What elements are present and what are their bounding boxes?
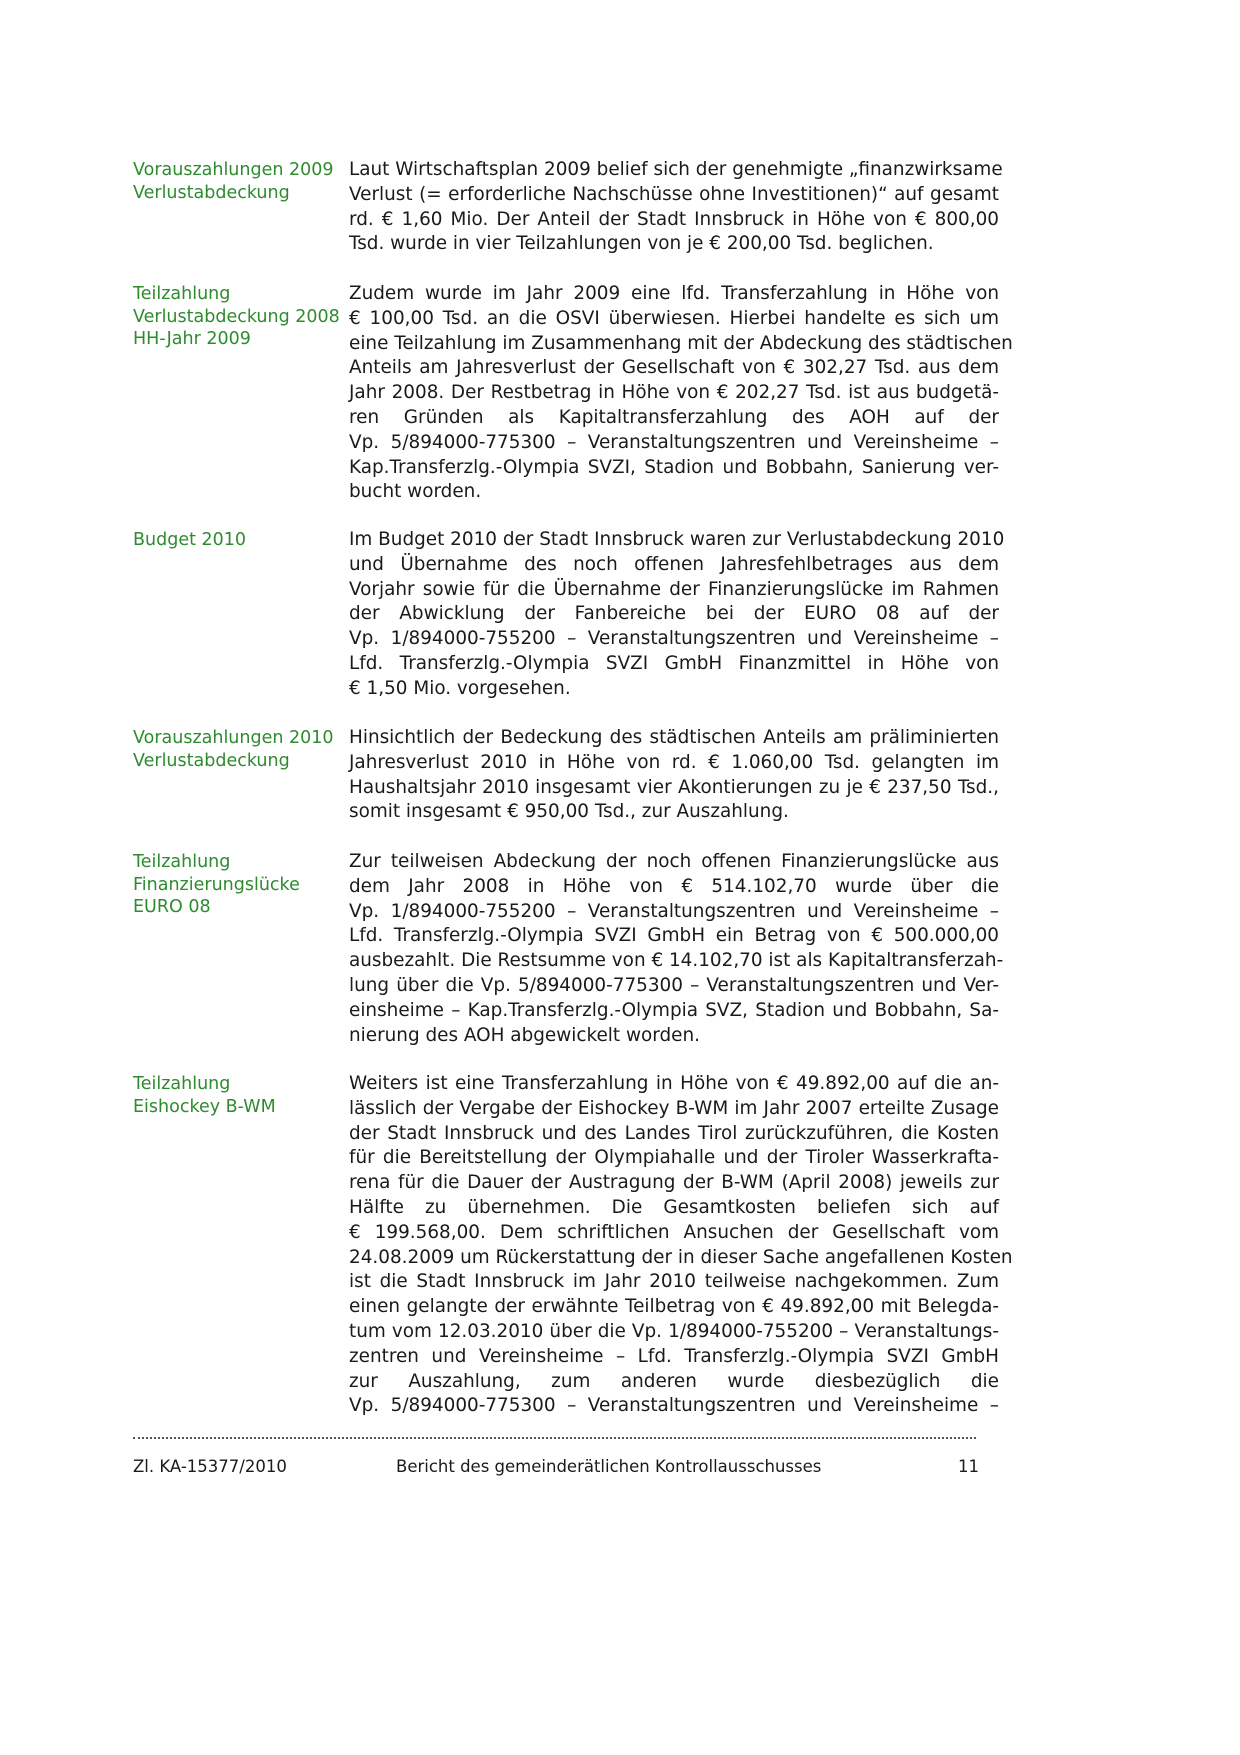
paragraph-line: Vp. 5/894000-775300 – Veranstaltungszentren und Vereinsheime – xyxy=(349,1395,999,1417)
paragraph-line: Vp. 1/894000-755200 – Veranstaltungszentren und Vereinsheime – xyxy=(349,628,999,650)
paragraph-line: ren Gründen als Kapitaltransferzahlung des AOH auf der xyxy=(349,406,999,428)
paragraph-line: lässlich der Vergabe der Eishockey B-WM im Jahr 2007 erteilte Zusage xyxy=(349,1097,999,1119)
paragraph-line: eine Teilzahlung im Zusammenhang mit der Abdeckung des städtischen xyxy=(349,332,1013,354)
paragraph-line: einen gelangte der erwähnte Teilbetrag von € 49.892,00 mit Belegda- xyxy=(349,1296,999,1318)
paragraph-line: lung über die Vp. 5/894000-775300 – Veranstaltungszentren und Ver- xyxy=(349,974,999,996)
paragraph xyxy=(349,850,1004,1048)
margin-heading xyxy=(133,283,340,351)
margin-heading-line: Teilzahlung xyxy=(133,284,231,304)
paragraph-line: Haushaltsjahr 2010 insgesamt vier Akontierungen zu je € 237,50 Tsd., xyxy=(349,776,999,798)
footer-title: Bericht des gemeinderätlichen Kontrollausschusses xyxy=(396,1457,822,1476)
margin-heading-line: Vorauszahlungen 2010 xyxy=(133,728,334,748)
margin-heading-line: Budget 2010 xyxy=(133,530,247,550)
paragraph-line: somit insgesamt € 950,00 Tsd., zur Auszahlung. xyxy=(349,801,789,823)
paragraph-line: ausbezahlt. Die Restsumme von € 14.102,70 ist als Kapitaltransferzah- xyxy=(349,950,1004,972)
margin-heading-line: Verlustabdeckung 2008 xyxy=(133,306,340,327)
paragraph-line: 24.08.2009 um Rückerstattung der in dieser Sache angefallenen Kosten xyxy=(349,1246,1013,1268)
paragraph-line: Vp. 1/894000-755200 – Veranstaltungszentren und Vereinsheime – xyxy=(349,900,999,922)
paragraph-line: Im Budget 2010 der Stadt Innsbruck waren zur Verlustabdeckung 2010 xyxy=(349,529,1005,550)
paragraph xyxy=(349,528,1005,702)
paragraph xyxy=(349,726,999,825)
paragraph xyxy=(349,282,1013,505)
paragraph-line: Laut Wirtschaftsplan 2009 belief sich der genehmigte „finanzwirksame xyxy=(349,159,1003,180)
paragraph-line: Vorjahr sowie für die Übernahme der Finanzierungslücke im Rahmen xyxy=(349,578,999,600)
paragraph-line: Lfd. Transferzlg.-Olympia SVZI GmbH ein Betrag von € 500.000,00 xyxy=(349,925,999,947)
margin-heading-line: Verlustabdeckung xyxy=(133,182,290,203)
paragraph-line: Hinsichtlich der Bedeckung des städtischen Anteils am präliminierten xyxy=(349,727,999,748)
paragraph-line: und Übernahme des noch offenen Jahresfehlbetrages aus dem xyxy=(349,553,999,575)
paragraph-line: Tsd. wurde in vier Teilzahlungen von je € 200,00 Tsd. beglichen. xyxy=(349,233,934,255)
margin-heading-line: Vorauszahlungen 2009 xyxy=(133,160,334,180)
margin-heading-line: Finanzierungslücke xyxy=(133,874,300,895)
paragraph-line: zur Auszahlung, zum anderen wurde diesbezüglich die xyxy=(349,1370,999,1392)
margin-heading xyxy=(133,1073,333,1118)
paragraph-line: Zudem wurde im Jahr 2009 eine lfd. Transferzahlung in Höhe von xyxy=(349,283,999,304)
margin-heading xyxy=(133,851,333,919)
paragraph-line: dem Jahr 2008 in Höhe von € 514.102,70 wurde über die xyxy=(349,875,999,897)
margin-heading xyxy=(133,727,333,772)
margin-heading xyxy=(133,529,333,552)
paragraph-line: Weiters ist eine Transferzahlung in Höhe von € 49.892,00 auf die an- xyxy=(349,1073,999,1094)
margin-heading-line: Teilzahlung xyxy=(133,1074,231,1094)
paragraph xyxy=(349,158,1003,257)
paragraph-line: Jahr 2008. Der Restbetrag in Höhe von € 202,27 Tsd. ist aus budgetä- xyxy=(349,382,999,404)
paragraph-line: nierung des AOH abgewickelt worden. xyxy=(349,1024,700,1046)
paragraph-line: für die Bereitstellung der Olympiahalle und der Tiroler Wasserkrafta- xyxy=(349,1147,999,1169)
paragraph-line: bucht worden. xyxy=(349,481,482,503)
paragraph-line: tum vom 12.03.2010 über die Vp. 1/894000-755200 – Veranstaltungs- xyxy=(349,1320,999,1342)
paragraph-line: Anteils am Jahresverlust der Gesellschaft von € 302,27 Tsd. aus dem xyxy=(349,357,999,379)
margin-heading-line: Teilzahlung xyxy=(133,852,231,872)
margin-heading xyxy=(133,159,333,204)
paragraph-line: Zur teilweisen Abdeckung der noch offenen Finanzierungslücke aus xyxy=(349,851,999,872)
paragraph-line: der Abwicklung der Fanbereiche bei der EURO 08 auf der xyxy=(349,603,999,625)
paragraph-line: einsheime – Kap.Transferzlg.-Olympia SVZ, Stadion und Bobbahn, Sa- xyxy=(349,999,999,1021)
paragraph-line: Hälfte zu übernehmen. Die Gesamtkosten beliefen sich auf xyxy=(349,1196,999,1218)
margin-heading-line: HH-Jahr 2009 xyxy=(133,329,251,349)
paragraph-line: Verlust (= erforderliche Nachschüsse ohne Investitionen)“ auf gesamt xyxy=(349,183,999,205)
paragraph-line: ist die Stadt Innsbruck im Jahr 2010 teilweise nachgekommen. Zum xyxy=(349,1271,999,1293)
paragraph-line: rd. € 1,60 Mio. Der Anteil der Stadt Innsbruck in Höhe von € 800,00 xyxy=(349,208,999,230)
footer-divider xyxy=(133,1437,976,1439)
paragraph-line: Kap.Transferzlg.-Olympia SVZI, Stadion und Bobbahn, Sanierung ver- xyxy=(349,456,999,478)
footer-reference: Zl. KA-15377/2010 xyxy=(133,1457,287,1476)
margin-heading-line: Eishockey B-WM xyxy=(133,1096,276,1117)
paragraph-line: € 199.568,00. Dem schriftlichen Ansuchen der Gesellschaft vom xyxy=(349,1221,999,1243)
paragraph-line: € 100,00 Tsd. an die OSVI überwiesen. Hierbei handelte es sich um xyxy=(349,307,999,329)
margin-heading-line: Verlustabdeckung xyxy=(133,750,290,771)
margin-heading-line: EURO 08 xyxy=(133,897,211,917)
paragraph-line: Lfd. Transferzlg.-Olympia SVZI GmbH Finanzmittel in Höhe von xyxy=(349,652,999,674)
paragraph-line: der Stadt Innsbruck und des Landes Tirol zurückzuführen, die Kosten xyxy=(349,1122,999,1144)
paragraph-line: € 1,50 Mio. vorgesehen. xyxy=(349,677,571,699)
paragraph xyxy=(349,1072,1013,1419)
paragraph-line: rena für die Dauer der Austragung der B-WM (April 2008) jeweils zur xyxy=(349,1172,999,1194)
paragraph-line: Jahresverlust 2010 in Höhe von rd. € 1.060,00 Tsd. gelangten im xyxy=(349,751,999,773)
page-number: 11 xyxy=(958,1457,979,1476)
paragraph-line: zentren und Vereinsheime – Lfd. Transferzlg.-Olympia SVZI GmbH xyxy=(349,1345,999,1367)
paragraph-line: Vp. 5/894000-775300 – Veranstaltungszentren und Vereinsheime – xyxy=(349,431,999,453)
